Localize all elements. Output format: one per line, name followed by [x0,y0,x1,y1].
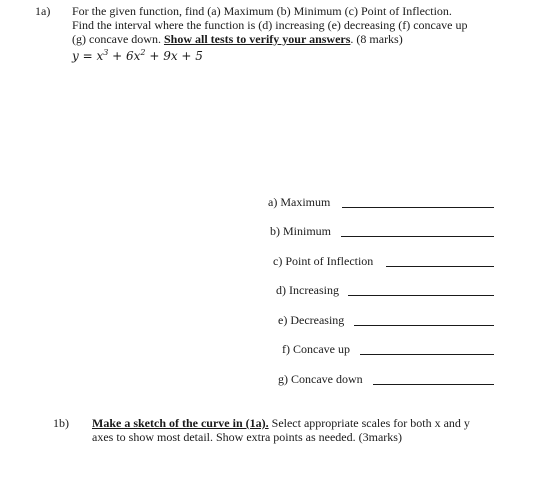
marks-1a: . (8 marks) [350,32,403,46]
answer-label-maximum: a) Maximum [268,195,331,209]
question-number-1b: 1b) [53,416,69,430]
question-1b-line-1 [92,416,512,430]
question-1a-line-3-start: (g) concave down. [72,32,164,46]
answer-label-decreasing: e) Decreasing [278,313,345,327]
equation-rhs: + 9x + 5 [145,49,203,63]
answer-label-inflection: c) Point of Inflection [273,254,374,268]
sketch-instruction: Make a sketch of the curve in (1a). [92,416,269,430]
question-1b-text [92,416,512,444]
question-1a-line-1: For the given function, find (a) Maximum (b) Minimum (c) Point of Inflection. [72,4,452,18]
answer-blank-inflection[interactable] [386,266,494,267]
answer-blank-maximum[interactable] [342,207,494,208]
question-1a-line-3 [72,32,502,46]
answer-blank-decreasing[interactable] [354,325,494,326]
equation-exponent-2: 2 [140,48,146,57]
question-1a-line-2: Find the interval where the function is (d) increasing (e) decreasing (f) concave up [72,18,468,32]
answer-blank-increasing[interactable] [348,295,494,296]
verify-instruction: Show all tests to verify your answers [163,32,351,46]
question-1b-line-2: axes to show most detail. Show extra points as needed. (3marks) [92,430,402,444]
answer-blank-minimum[interactable] [341,236,494,237]
equation-middle: + 6x [108,49,141,63]
equation-lhs: y = x [72,49,104,63]
answer-label-concave-up: f) Concave up [282,342,350,356]
equation-exponent-3: 3 [103,48,109,57]
question-number-1a: 1a) [35,4,51,18]
answer-blank-concave-up[interactable] [360,354,494,355]
answer-label-minimum: b) Minimum [270,224,332,238]
question-1a-text [72,4,502,63]
answer-label-increasing: d) Increasing [276,283,339,297]
question-1b-line-1-rest: Select appropriate scales for both x and y [268,416,470,430]
answer-label-concave-down: g) Concave down [278,372,363,386]
answer-blank-concave-down[interactable] [373,384,494,385]
function-equation [72,46,502,63]
